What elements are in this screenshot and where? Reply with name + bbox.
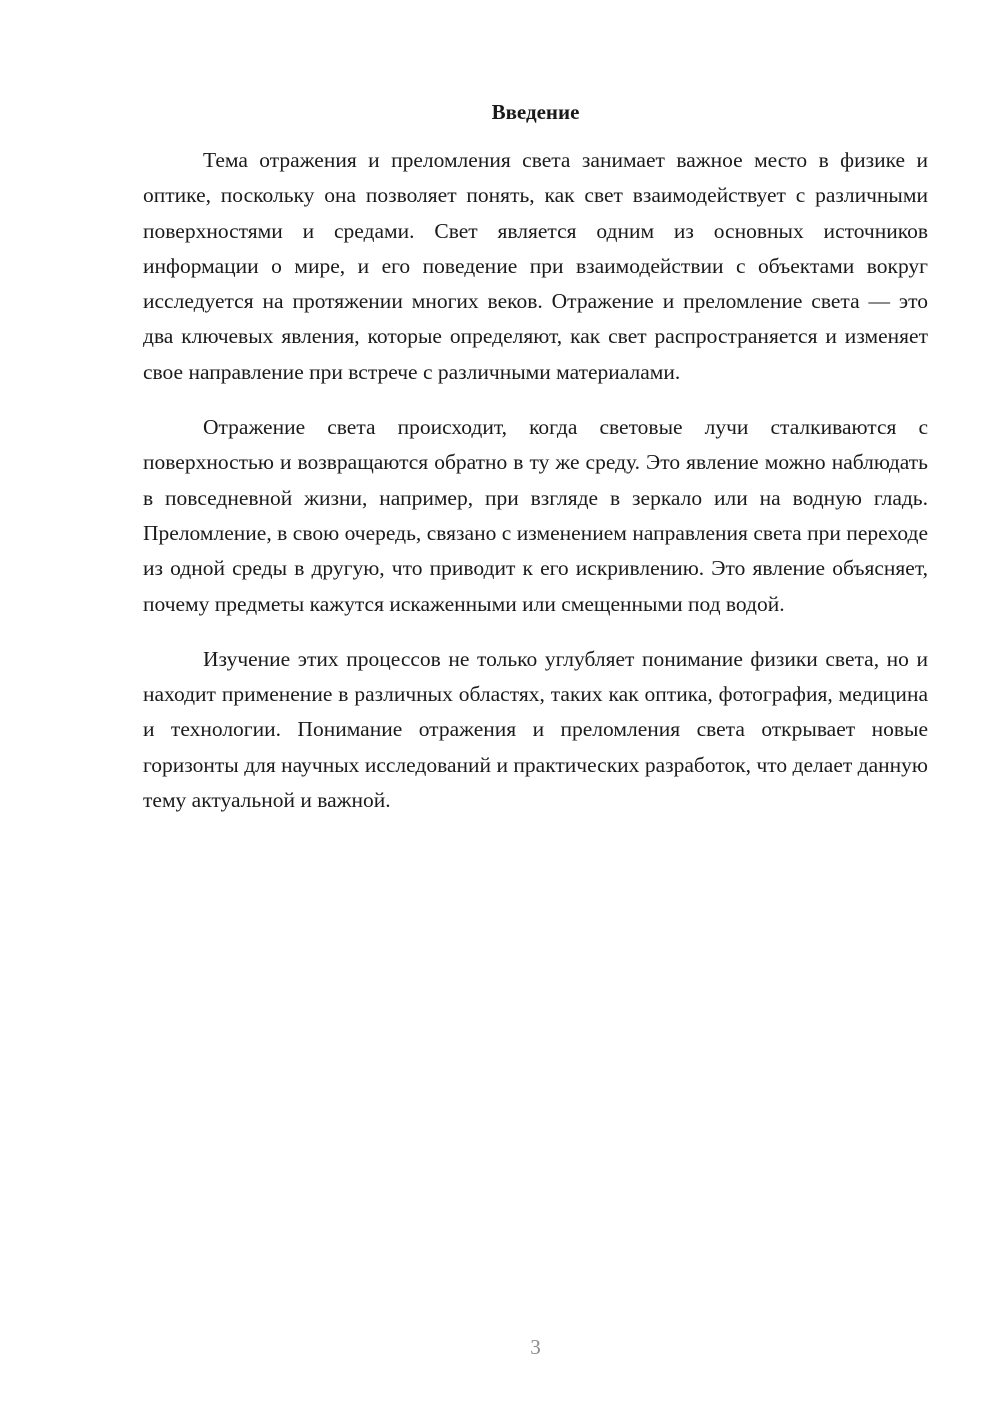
- section-heading: Введение: [491, 100, 580, 124]
- page-number: 3: [530, 1335, 541, 1359]
- paragraph-1: Тема отражения и преломления света занимает важное место в физике и оптике, поскольку она позволяет понять, как свет взаимодействует с различными поверхностями и средами. Свет является одним из основных источников информации о мире, и его поведение при взаимодействии с объектами вокруг исследуется на протяжении многих веков. Отражение и преломление света — это два ключевых явления, которые определяют, как свет распространяется и изменяет свое направление при встрече с различными материалами.: [143, 148, 928, 384]
- paragraph-3: Изучение этих процессов не только углубляет понимание физики света, но и находит применение в различных областях, таких как оптика, фотография, медицина и технологии. Понимание отражения и преломления света открывает новые горизонты для научных исследований и практических разработок, что делает данную тему актуальной и важной.: [143, 646, 928, 813]
- body-text: [143, 143, 928, 838]
- paragraph-2: Отражение света происходит, когда световые лучи сталкиваются с поверхностью и возвращаются обратно в ту же среду. Это явление можно наблюдать в повседневной жизни, например, при взгляде в зеркало или на водную гладь. Преломление, в свою очередь, связано с изменением направления света при переходе из одной среды в другую, что приводит к его искривлению. Это явление объясняет, почему предметы кажутся искаженными или смещенными под водой.: [143, 415, 928, 616]
